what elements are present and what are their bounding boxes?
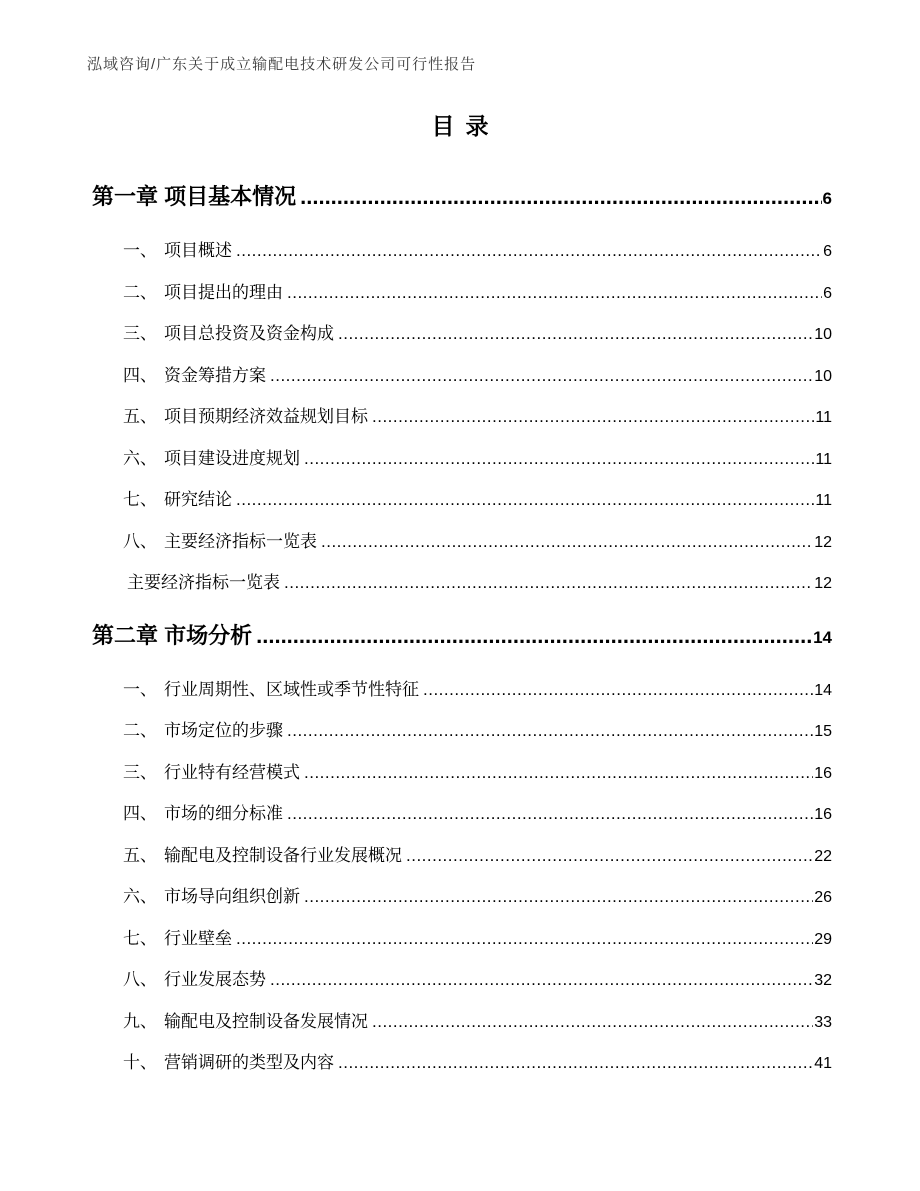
toc-entry[interactable]: [85, 802, 832, 844]
toc-entry-number: 四、: [123, 365, 157, 385]
toc-entry-number: 八、: [123, 531, 157, 551]
toc-dot-leader: [338, 322, 813, 346]
toc-entry[interactable]: [85, 968, 832, 1010]
toc-entry-title: 市场定位的步骤: [164, 721, 283, 740]
toc-dot-leader: [236, 927, 813, 951]
toc-entry-number: 十、: [123, 1053, 157, 1072]
toc-entry-number: 二、: [123, 721, 157, 740]
toc-dot-leader: [372, 405, 814, 429]
toc-entry-number: 三、: [123, 324, 157, 343]
toc-entry[interactable]: [85, 239, 832, 281]
toc-entry-page: 11: [815, 450, 832, 468]
toc-entry[interactable]: [85, 885, 832, 927]
toc-entry-title: 市场的细分标准: [164, 804, 283, 823]
toc-entry[interactable]: [85, 405, 832, 447]
toc-entry[interactable]: [85, 322, 832, 364]
toc-entry[interactable]: [85, 1010, 832, 1052]
toc-entry-page: 26: [814, 889, 832, 906]
toc-entry-title: 输配电及控制设备发展情况: [164, 1011, 368, 1031]
toc-entry-page: 15: [814, 723, 832, 740]
toc-entry-title: 行业壁垒: [164, 928, 232, 948]
toc-entry-title: 项目总投资及资金构成: [164, 324, 334, 343]
toc-entry-page: 41: [814, 1055, 832, 1072]
toc-entry-page: 6: [823, 243, 832, 260]
toc-dot-leader: [256, 621, 812, 651]
toc-entry[interactable]: [85, 844, 832, 886]
toc-entry-title: 研究结论: [164, 490, 232, 509]
toc-dot-leader: [300, 182, 821, 212]
toc-entry-title: 营销调研的类型及内容: [164, 1053, 334, 1072]
toc-entry-page: 11: [815, 492, 832, 509]
toc-entry-title: 资金筹措方案: [164, 365, 266, 385]
document-header: 泓域咨询/广东关于成立输配电技术研发公司可行性报告: [87, 56, 477, 73]
toc-entry-number: 五、: [123, 407, 157, 426]
toc-entry-page: 12: [814, 533, 832, 551]
toc-dot-leader: [236, 239, 822, 263]
toc-dot-leader: [236, 488, 814, 512]
toc-entry[interactable]: [85, 927, 832, 969]
toc-dot-leader: [270, 364, 813, 388]
toc-entry-title: 行业发展态势: [164, 970, 266, 989]
toc-entry[interactable]: [85, 364, 832, 406]
toc-entry-page: 14: [814, 681, 832, 699]
toc-entry-title: 主要经济指标一览表: [127, 573, 280, 592]
toc-entry[interactable]: [85, 182, 832, 239]
toc-entry-number: 四、: [123, 804, 157, 823]
toc-entry-number: 八、: [123, 970, 157, 989]
toc-entry[interactable]: [85, 621, 832, 678]
toc-entry-page: 11: [815, 409, 832, 426]
toc-entry[interactable]: [85, 1051, 832, 1093]
toc-entry-title: 项目预期经济效益规划目标: [164, 407, 368, 426]
toc-entry-number: 七、: [123, 928, 157, 948]
toc-list: [85, 182, 832, 1093]
toc-dot-leader: [321, 530, 813, 554]
toc-entry-page: 16: [814, 806, 832, 823]
toc-dot-leader: [287, 281, 822, 305]
toc-entry[interactable]: [85, 530, 832, 572]
toc-entry-page: 22: [814, 847, 832, 865]
toc-entry-page: 33: [814, 1013, 832, 1031]
toc-entry-page: 6: [822, 189, 832, 208]
toc-entry-number: 九、: [123, 1011, 157, 1031]
toc-entry-page: 29: [814, 930, 832, 948]
toc-dot-leader: [338, 1051, 813, 1075]
toc-dot-leader: [406, 844, 813, 868]
toc-entry-title: 项目提出的理由: [164, 282, 283, 302]
toc-entry[interactable]: [85, 571, 832, 613]
toc-entry-page: 32: [814, 972, 832, 989]
toc-entry-number: 二、: [123, 282, 157, 302]
toc-entry-title: 输配电及控制设备行业发展概况: [164, 845, 402, 865]
page-title-text: 目录: [431, 113, 500, 139]
toc-entry[interactable]: [85, 281, 832, 323]
toc-entry-title: 主要经济指标一览表: [164, 531, 317, 551]
toc-entry-page: 6: [823, 284, 832, 302]
toc-entry[interactable]: [85, 678, 832, 720]
toc-entry-title: 第二章 市场分析: [92, 622, 253, 648]
toc-entry-title: 第一章 项目基本情况: [92, 184, 297, 209]
toc-entry-title: 项目建设进度规划: [164, 448, 300, 468]
toc-entry-page: 12: [814, 575, 832, 592]
toc-dot-leader: [372, 1010, 813, 1034]
toc-entry-title: 项目概述: [164, 241, 232, 260]
toc-entry[interactable]: [85, 488, 832, 530]
toc-entry-number: 七、: [123, 490, 157, 509]
toc-entry-number: 六、: [123, 887, 157, 906]
toc-entry-title: 市场导向组织创新: [164, 887, 300, 906]
toc-entry[interactable]: [85, 761, 832, 803]
toc-entry-page: 10: [814, 326, 832, 343]
toc-entry-number: 一、: [123, 679, 157, 699]
toc-entry-title: 行业特有经营模式: [164, 762, 300, 782]
toc-dot-leader: [304, 447, 814, 471]
toc-dot-leader: [284, 571, 813, 595]
toc-entry-title: 行业周期性、区域性或季节性特征: [164, 679, 419, 699]
toc-entry-number: 五、: [123, 845, 157, 865]
toc-dot-leader: [287, 802, 813, 826]
toc-dot-leader: [304, 885, 813, 909]
toc-dot-leader: [423, 678, 813, 702]
toc-entry[interactable]: [85, 447, 832, 489]
toc-entry[interactable]: [85, 719, 832, 761]
toc-entry-number: 三、: [123, 762, 157, 782]
toc-dot-leader: [270, 968, 813, 992]
toc-entry-number: 六、: [123, 448, 157, 468]
toc-dot-leader: [304, 761, 813, 785]
toc-entry-page: 16: [814, 764, 832, 782]
toc-dot-leader: [287, 719, 813, 743]
page-title: [0, 108, 920, 141]
toc-entry-page: 14: [813, 627, 832, 647]
toc-entry-page: 10: [814, 367, 832, 385]
toc-entry-number: 一、: [123, 241, 157, 260]
